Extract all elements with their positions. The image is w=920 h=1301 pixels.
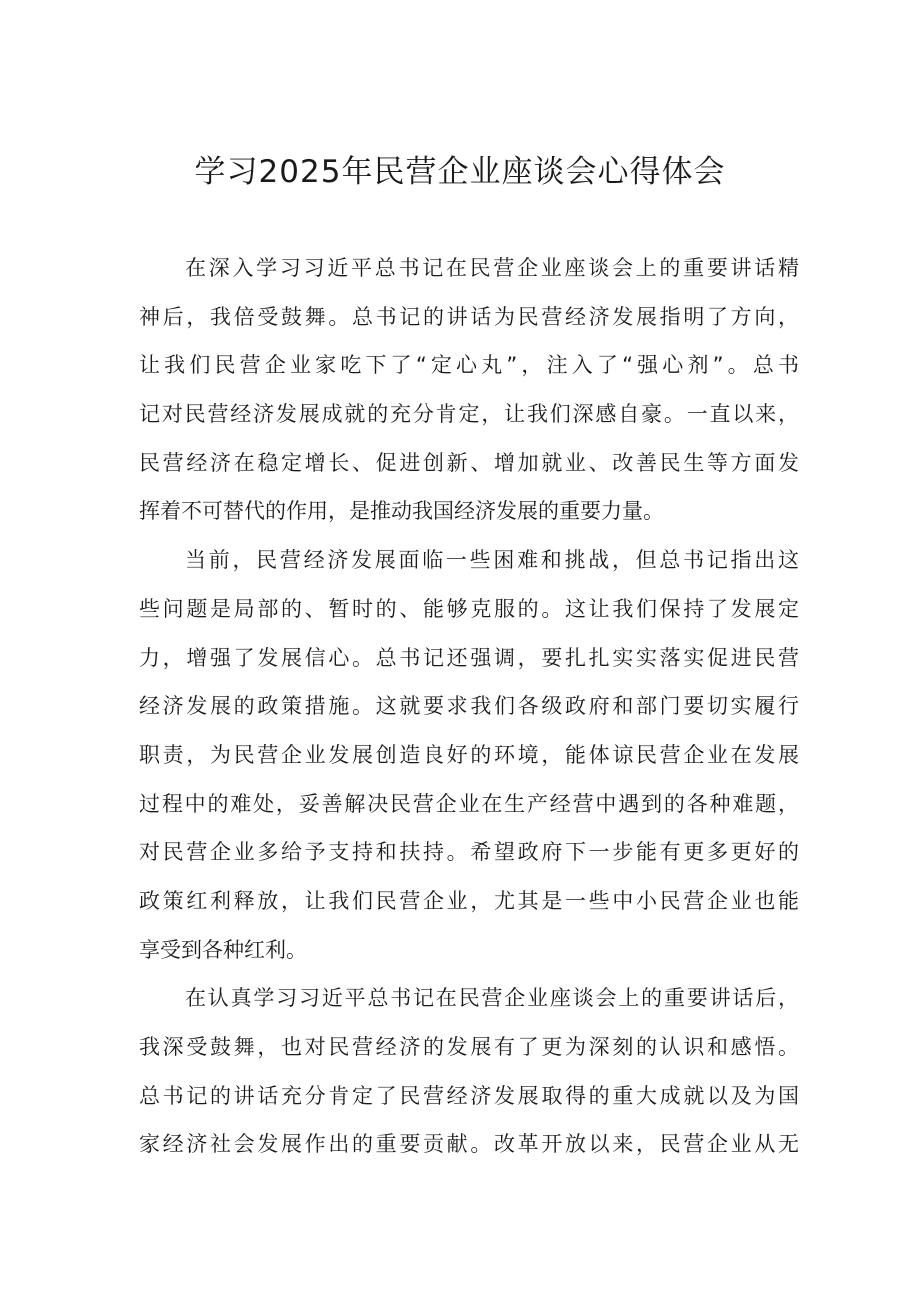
document-title: 学习2025年民营企业座谈会心得体会 [194, 154, 726, 190]
text-line: 力，增强了发展信心。总书记还强调，要扎扎实实落实促进民营 [139, 645, 799, 670]
text-line: 过程中的难处，妥善解决民营企业在生产经营中遇到的各种难题， [139, 791, 799, 816]
text-line: 在深入学习习近平总书记在民营企业座谈会上的重要讲话精 [185, 256, 799, 280]
text-line: 挥着不可替代的作用，是推动我国经济发展的重要力量。 [139, 499, 664, 524]
document-body [139, 244, 799, 1169]
text-line: 在认真学习习近平总书记在民营企业座谈会上的重要讲话后， [185, 986, 799, 1011]
text-line: 职责，为民营企业发展创造良好的环境，能体谅民营企业在发展 [139, 742, 799, 767]
text-line: 神后，我倍受鼓舞。总书记的讲话为民营经济发展指明了方向， [139, 304, 799, 329]
paragraph-3 [139, 974, 799, 1169]
text-line: 家经济社会发展作出的重要贡献。改革开放以来，民营企业从无 [139, 1132, 799, 1157]
text-line: 享受到各种红利。 [139, 937, 307, 962]
text-line: 当前，民营经济发展面临一些困难和挑战，但总书记指出这 [185, 548, 799, 573]
paragraph-2 [139, 536, 799, 974]
paragraph-1 [139, 244, 799, 536]
text-line: 对民营企业多给予支持和扶持。希望政府下一步能有更多更好的 [139, 840, 799, 865]
text-line: 记对民营经济发展成就的充分肯定，让我们深感自豪。一直以来， [139, 402, 799, 427]
text-line: 些问题是局部的、暂时的、能够克服的。这让我们保持了发展定 [139, 596, 799, 621]
text-line: 民营经济在稳定增长、促进创新、增加就业、改善民生等方面发 [139, 450, 799, 475]
text-line: 我深受鼓舞，也对民营经济的发展有了更为深刻的认识和感悟。 [139, 1035, 799, 1059]
text-line: 总书记的讲话充分肯定了民营经济发展取得的重大成就以及为国 [139, 1083, 799, 1108]
text-line: 经济发展的政策措施。这就要求我们各级政府和部门要切实履行 [139, 694, 799, 719]
text-line: 让我们民营企业家吃下了“定心丸”，注入了“强心剂”。总书 [139, 353, 799, 378]
text-line: 政策红利释放，让我们民营企业，尤其是一些中小民营企业也能 [139, 888, 799, 913]
